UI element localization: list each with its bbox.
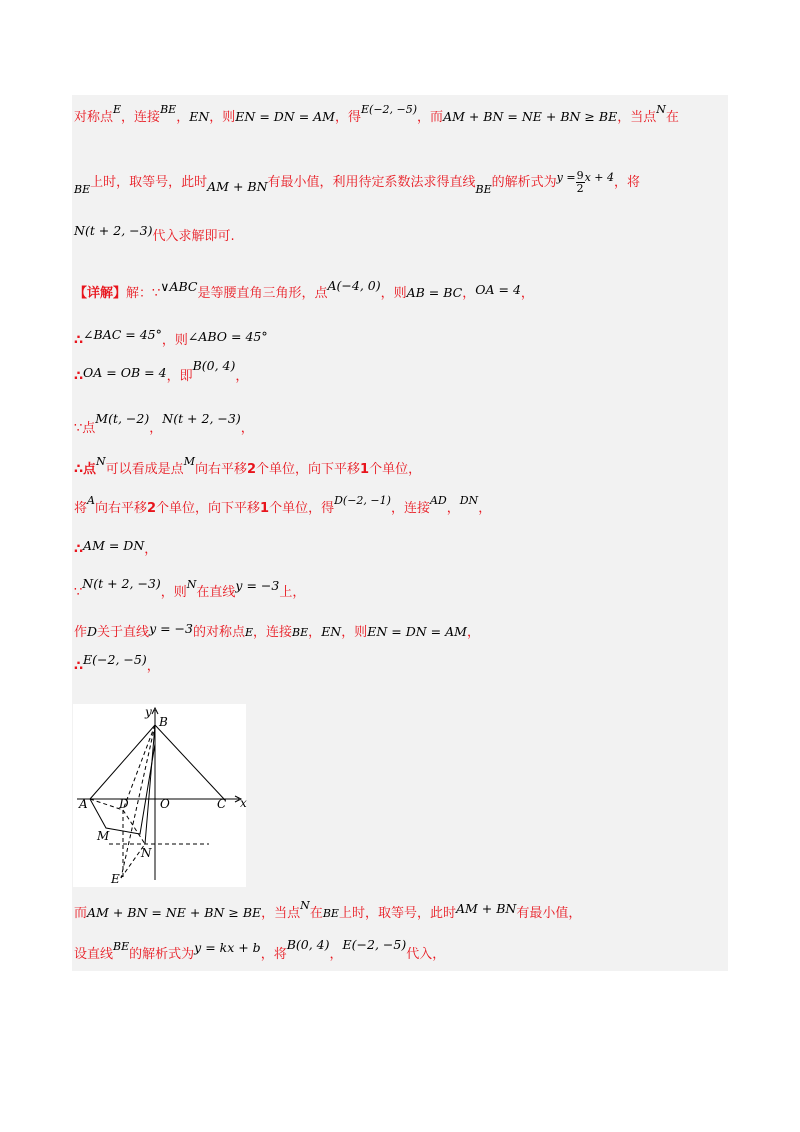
- text-line-15: 设直线$^{BE}$的解析式为y = kx + b，将B(0, 4)，E(−2, −5)代入，: [74, 937, 446, 962]
- segment-BC: [155, 725, 224, 799]
- text-line-13: ∴E(−2, −5)，: [74, 652, 160, 674]
- text-line-4: 【详解】解：∵∨ABC是等腰直角三角形，点A(−4, 0)，则AB = BC，OA = 4，: [74, 278, 534, 301]
- label-B: B: [159, 715, 168, 729]
- text-line-7: ∵点M(t, −2)，N(t + 2, −3)，: [74, 411, 254, 436]
- label-M: M: [97, 829, 110, 843]
- segment-AB: [90, 725, 155, 799]
- text-line-6: ∴OA = OB = 4，即B(0, 4)，: [74, 358, 249, 384]
- text-line-1: 对称点$^E$，连接$^{BE}$，EN，则EN = DN = AM，得$^{E(-2, -5)}$，而AM + BN = NE + BN ≥ BE，当点$^N$在: [74, 103, 679, 125]
- label-D: D: [119, 797, 129, 811]
- label-O: O: [160, 797, 170, 811]
- geometry-figure: [73, 704, 246, 887]
- text-line-9: 将$^A$向右平移2个单位，向下平移1个单位，得$^{D(-2, -1)}$，连接$^{AD}$，$^{DN}$，: [74, 494, 492, 516]
- text-line-8: ∴点$^N$可以看成是点$^M$向右平移2个单位，向下平移1个单位，: [74, 455, 422, 477]
- text-line-12: 作D关于直线y = −3的对称点E，连接BE，EN，则EN = DN = AM，: [74, 621, 480, 640]
- text-line-3: N(t + 2, −3)代入求解即可.: [74, 223, 235, 244]
- segment-DN: [123, 810, 145, 844]
- label-A: A: [79, 797, 88, 811]
- label-y: y: [145, 705, 152, 719]
- coordinate-diagram: [73, 704, 246, 887]
- label-C: C: [217, 797, 227, 811]
- text-line-2: $_{BE}$上时，取等号，此时AM + BN有最小值，利用待定系数法求得直线$_{BE}$的解析式为$^{y =}$ $\frac{9}{2}$ $^{x + 4}$，将: [74, 169, 641, 196]
- fraction-9-over-2: $\frac{9}{2}$: [576, 169, 584, 195]
- segment-BN: [145, 725, 155, 844]
- label-N: N: [141, 846, 152, 860]
- text-line-5: ∴∠BAC = 45°，则∠ABO = 45°: [74, 327, 268, 348]
- text-line-11: ∵N(t + 2, −3)，则$^N$在直线y = −3上，: [74, 576, 306, 600]
- label-x: x: [240, 796, 247, 810]
- text-line-14: 而AM + BN = NE + BN ≥ BE，当点$^N$在BE上时，取等号，此时AM + BN有最小值，: [74, 899, 582, 921]
- label-E: E: [111, 872, 120, 886]
- text-line-10: ∴AM = DN，: [74, 538, 158, 557]
